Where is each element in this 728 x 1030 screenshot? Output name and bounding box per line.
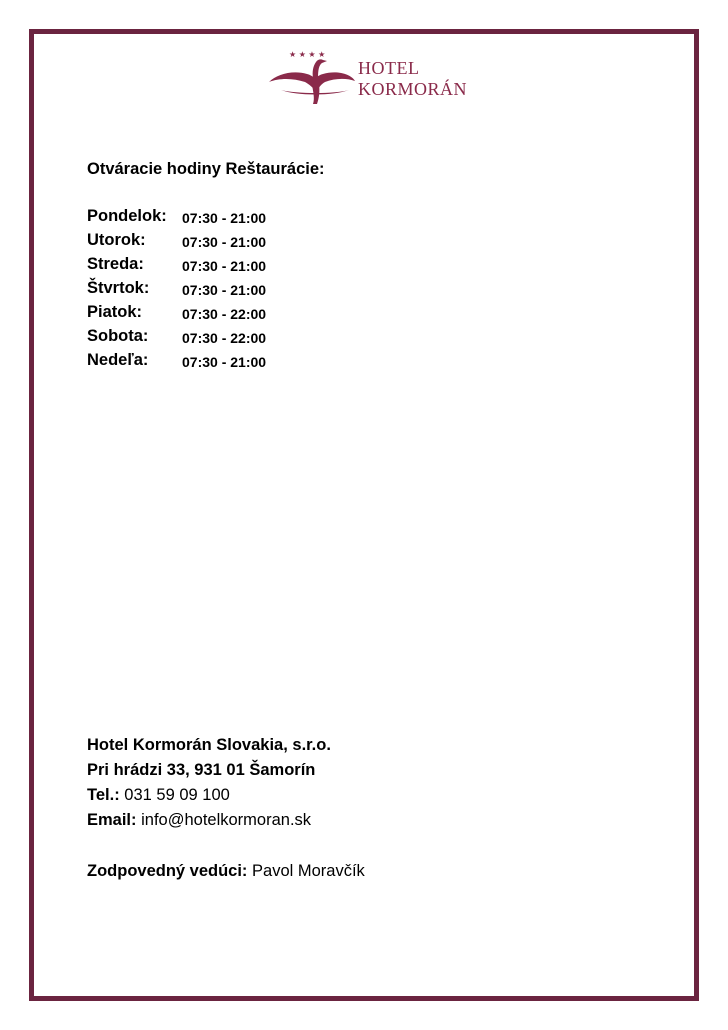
- time-range: 07:30 - 21:00: [182, 282, 267, 298]
- manager-name: Pavol Moravčík: [247, 862, 365, 880]
- company-address: Pri hrádzi 33, 931 01 Šamorín: [87, 761, 316, 779]
- time-range: 07:30 - 21:00: [182, 354, 267, 370]
- time-range: 07:30 - 21:00: [182, 210, 267, 226]
- time-range: 07:30 - 22:00: [182, 330, 267, 346]
- manager-label: Zodpovedný vedúci:: [87, 862, 248, 880]
- company-name: Hotel Kormorán Slovakia, s.r.o.: [87, 736, 331, 754]
- day-label: Nedeľa:: [87, 351, 149, 369]
- manager-line: [87, 859, 365, 884]
- email-label: Email:: [87, 811, 137, 829]
- phone-label: Tel.:: [87, 786, 120, 804]
- email-address: info@hotelkormoran.sk: [136, 811, 312, 829]
- phone-number: 031 59 09 100: [119, 786, 230, 804]
- phone-line: [87, 783, 365, 808]
- day-label: Streda:: [87, 255, 144, 273]
- day-label: Pondelok:: [87, 207, 167, 225]
- time-range: 07:30 - 21:00: [182, 258, 267, 274]
- company-info: [87, 733, 365, 884]
- hotel-logo: [263, 44, 468, 110]
- opening-hours-heading: Otváracie hodiny Reštaurácie:: [87, 160, 325, 178]
- time-range: 07:30 - 21:00: [182, 234, 267, 250]
- logo-stars: ★ ★ ★ ★: [289, 50, 326, 59]
- logo-text-hotel: HOTEL: [358, 58, 420, 78]
- day-label: Utorok:: [87, 231, 146, 249]
- email-line: [87, 808, 365, 833]
- day-label: Sobota:: [87, 327, 149, 345]
- time-range: 07:30 - 22:00: [182, 306, 267, 322]
- day-label: Štvrtok:: [87, 279, 150, 297]
- logo-text-kormoran: KORMORÁN: [358, 79, 468, 99]
- day-label: Piatok:: [87, 303, 143, 321]
